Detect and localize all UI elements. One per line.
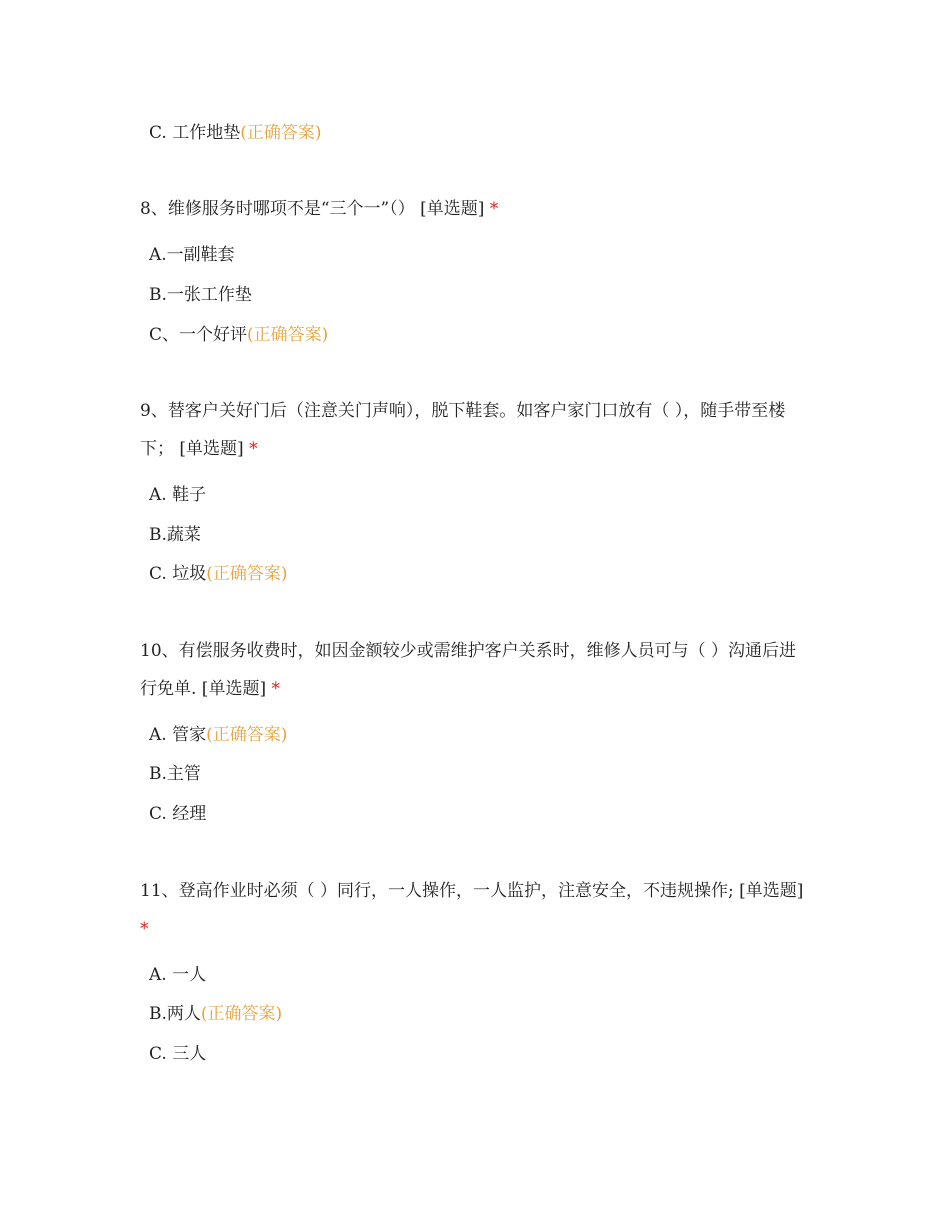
question-text: 10、有偿服务收费时，如因金额较少或需维护客户关系时，维修人员可与（ ）沟通后进行免单. [单选题] (140, 641, 797, 699)
option-text: A. 一人 (149, 965, 207, 985)
option-text: B.主管 (149, 764, 201, 784)
option-text: A. 管家 (149, 725, 207, 745)
question-10-option-a (149, 724, 287, 746)
option-text: C. 工作地垫 (149, 123, 241, 143)
question-9-option-b (149, 524, 201, 546)
question-11-option-a (149, 964, 206, 986)
question-text: 11、登高作业时必须（ ）同行，一人操作，一人监护，注意安全，不违规操作; [单选题] (140, 881, 804, 901)
option-text: B.一张工作垫 (149, 285, 252, 305)
question-11-title (140, 872, 812, 948)
option-text: C. 垃圾 (149, 564, 207, 584)
question-8-option-a (149, 244, 235, 266)
option-text: C、一个好评 (149, 325, 248, 345)
correct-answer-tag: (正确答案) (206, 725, 288, 745)
question-9-option-a (149, 484, 206, 506)
question-8-option-b (149, 284, 252, 306)
option-text: B.两人 (149, 1004, 201, 1024)
question-9-option-c (149, 563, 287, 585)
question-text: 9、替客户关好门后（注意关门声响），脱下鞋套。如客户家门口放有（ ），随手带至楼下； [单选题] (140, 401, 786, 459)
question-10-option-c (149, 803, 206, 825)
option-text: A.一副鞋套 (149, 245, 235, 265)
option-text: A. 鞋子 (149, 485, 207, 505)
question-8-option-c (149, 324, 328, 346)
question-9-title (140, 392, 812, 468)
question-11-option-b (149, 1003, 282, 1025)
question-10-title (140, 632, 812, 708)
required-mark: * (249, 439, 258, 459)
required-mark: * (489, 199, 499, 219)
correct-answer-tag: (正确答案) (240, 123, 322, 143)
option-prev-c (149, 122, 321, 144)
correct-answer-tag: (正确答案) (206, 564, 288, 584)
correct-answer-tag: (正确答案) (247, 325, 329, 345)
question-10-option-b (149, 763, 201, 785)
option-text: B.蔬菜 (149, 525, 201, 545)
question-8-title (140, 190, 812, 228)
option-text: C. 经理 (149, 804, 207, 824)
required-mark: * (140, 919, 149, 939)
option-text: C. 三人 (149, 1044, 207, 1064)
question-text: 8、维修服务时哪项不是“三个一”（） [单选题] (140, 199, 485, 219)
correct-answer-tag: (正确答案) (200, 1004, 283, 1024)
question-11-option-c (149, 1043, 206, 1065)
required-mark: * (271, 679, 280, 699)
